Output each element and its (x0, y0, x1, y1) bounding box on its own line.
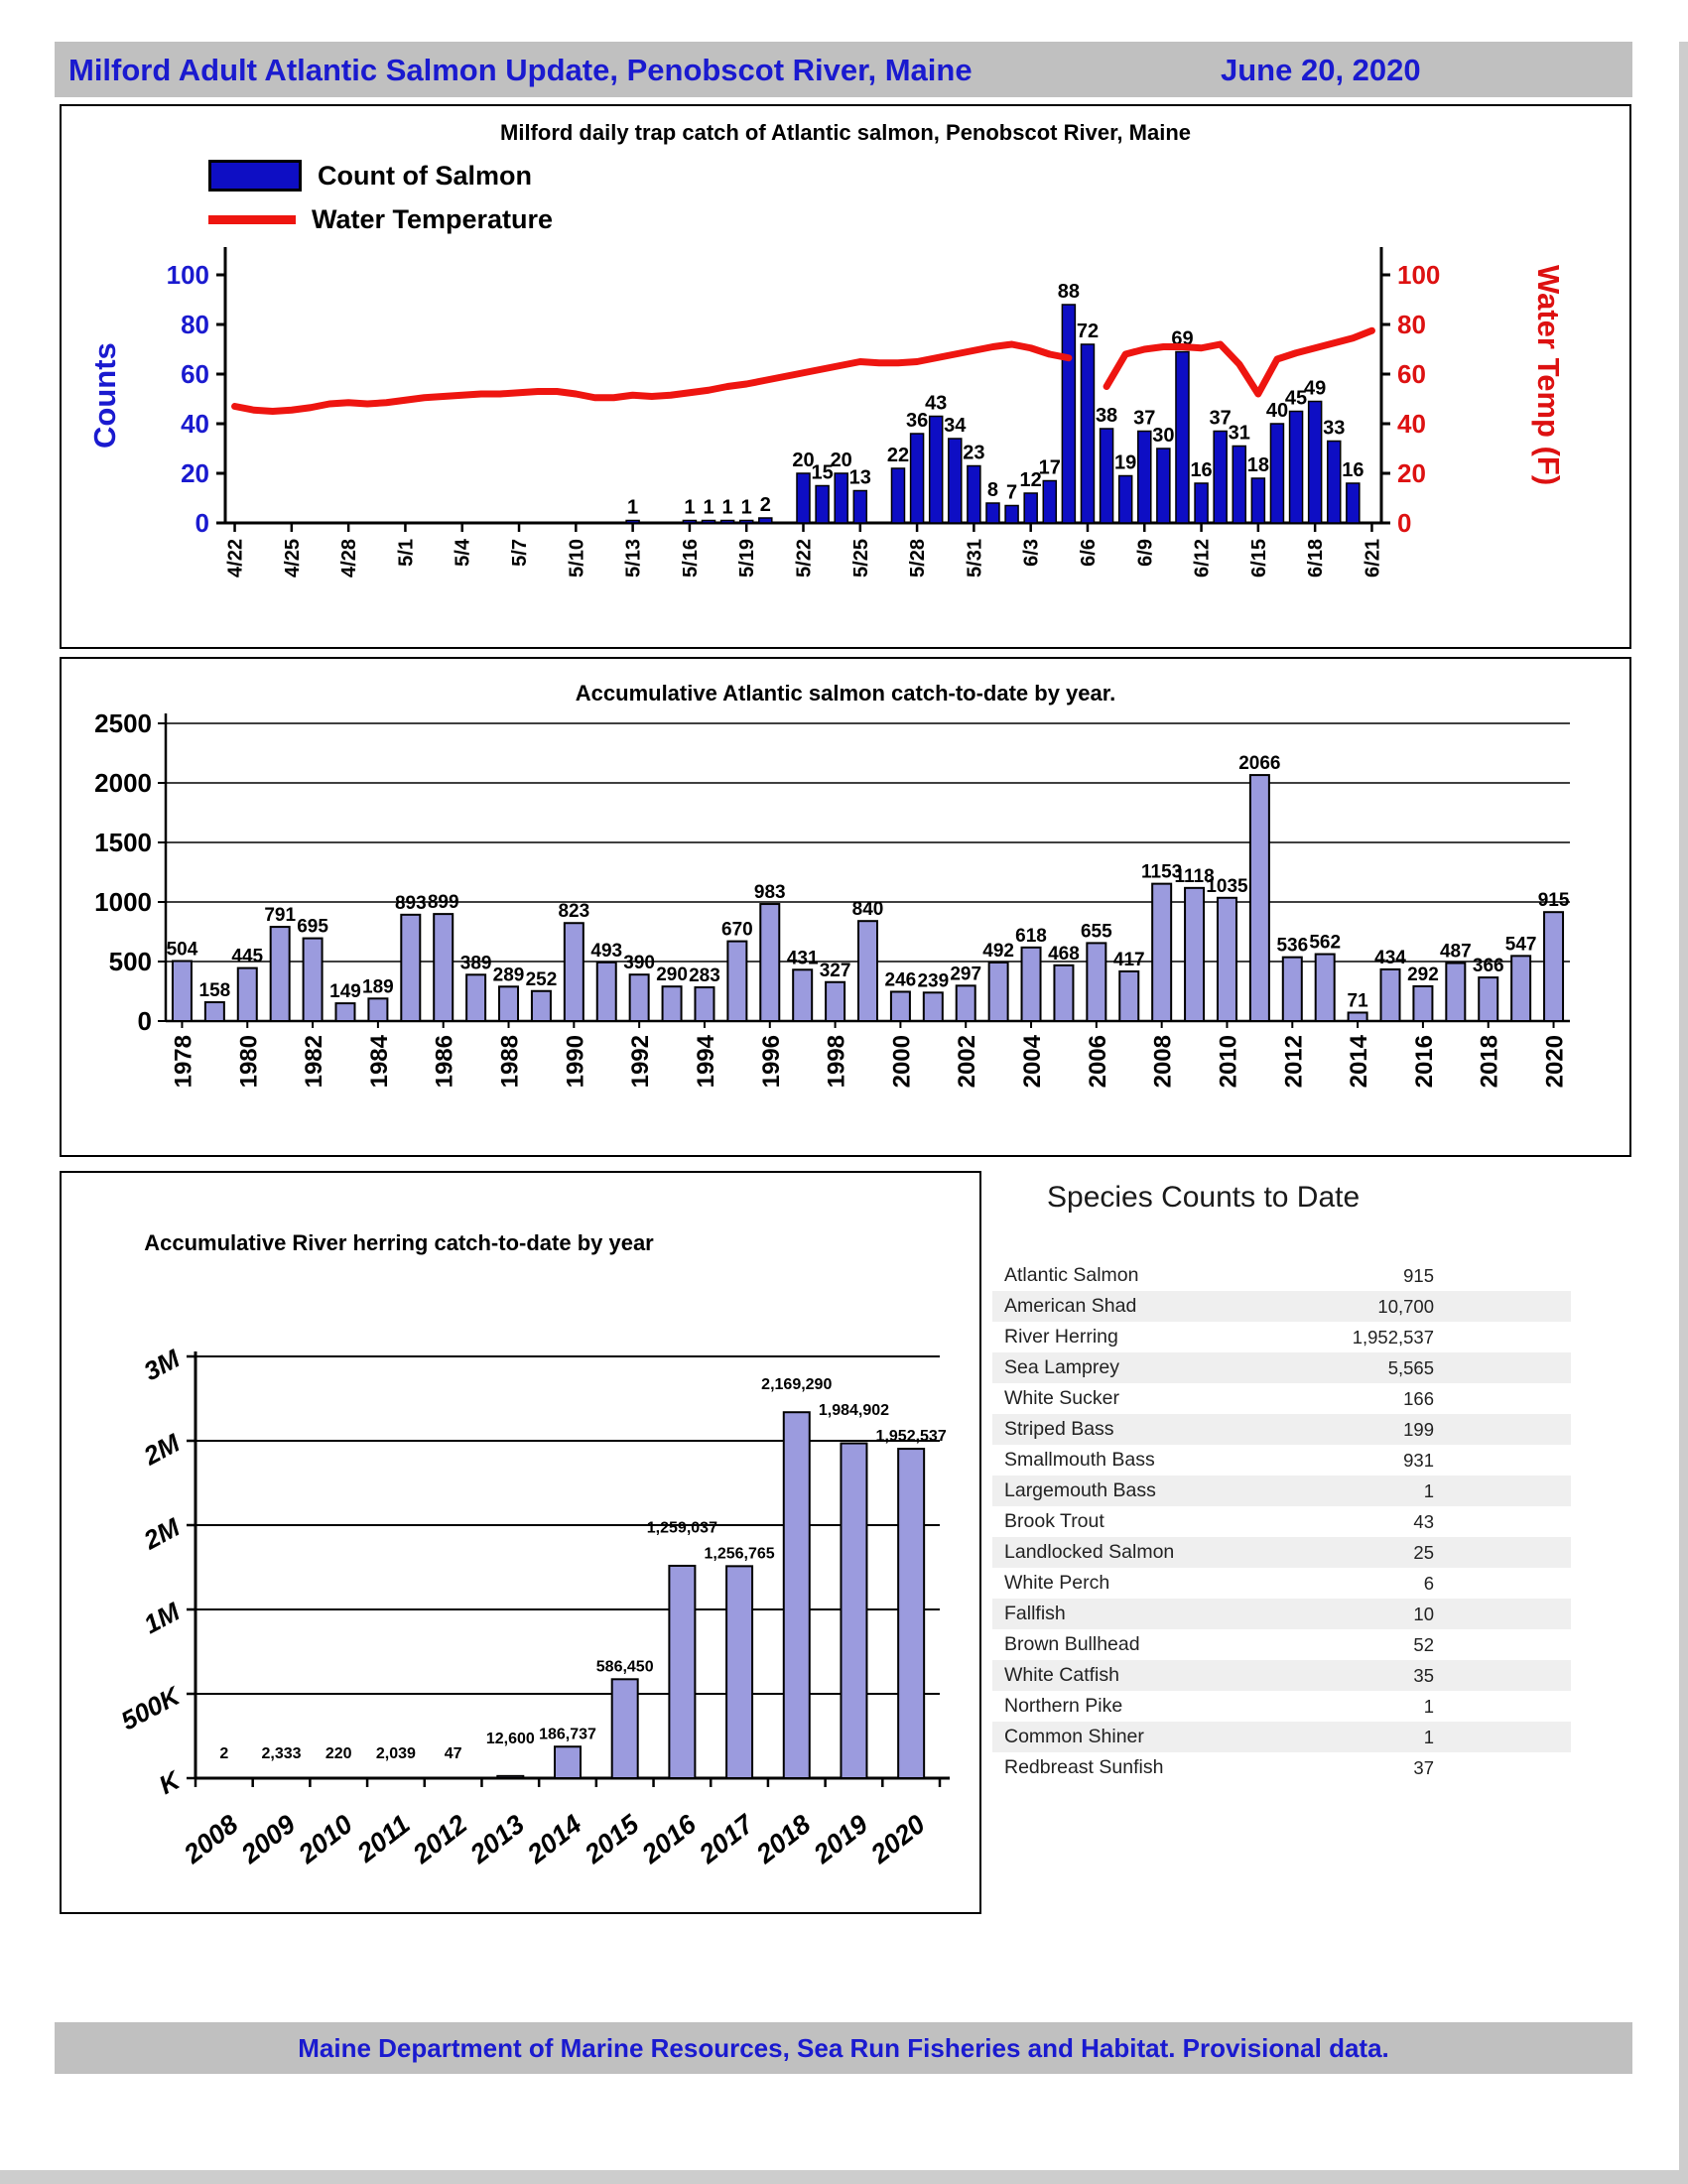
species-count: 43 (1413, 1510, 1434, 1532)
svg-text:504: 504 (166, 939, 198, 961)
svg-text:2004: 2004 (1019, 1035, 1047, 1089)
svg-text:8: 8 (986, 479, 999, 501)
svg-text:2: 2 (219, 1745, 229, 1762)
species-row (992, 1291, 1571, 1322)
svg-text:2000: 2000 (94, 768, 152, 798)
svg-text:100: 100 (166, 260, 209, 290)
svg-text:1980: 1980 (235, 1035, 263, 1089)
svg-text:72: 72 (1076, 321, 1100, 342)
species-name: Sea Lamprey (1004, 1356, 1119, 1378)
svg-text:2M: 2M (138, 1511, 185, 1556)
svg-text:1,256,765: 1,256,765 (704, 1545, 775, 1563)
species-name: White Sucker (1004, 1387, 1119, 1409)
svg-text:19: 19 (1114, 451, 1137, 474)
species-count: 52 (1413, 1633, 1434, 1655)
svg-text:893: 893 (394, 892, 427, 914)
salmon-by-year-title: Accumulative Atlantic salmon catch-to-date by year. (575, 681, 1116, 706)
svg-text:88: 88 (1057, 281, 1081, 303)
species-row (992, 1352, 1571, 1383)
svg-text:K: K (154, 1764, 185, 1801)
svg-text:1992: 1992 (627, 1035, 655, 1089)
svg-text:1,952,537: 1,952,537 (875, 1428, 947, 1446)
svg-text:2,333: 2,333 (261, 1745, 302, 1762)
svg-text:2,039: 2,039 (375, 1745, 416, 1762)
species-count: 1 (1423, 1479, 1434, 1501)
species-count: 25 (1413, 1541, 1434, 1563)
svg-text:899: 899 (427, 892, 459, 914)
svg-text:5/28: 5/28 (907, 539, 930, 578)
svg-text:1996: 1996 (757, 1035, 785, 1089)
svg-text:60: 60 (1397, 359, 1426, 389)
svg-text:500: 500 (108, 947, 152, 976)
svg-text:239: 239 (917, 970, 950, 992)
svg-text:80: 80 (181, 310, 209, 339)
svg-text:2018: 2018 (1476, 1035, 1503, 1089)
species-row (992, 1383, 1571, 1414)
svg-text:34: 34 (944, 415, 967, 437)
svg-text:791: 791 (264, 905, 297, 927)
svg-text:4/25: 4/25 (281, 539, 304, 578)
svg-text:492: 492 (982, 940, 1014, 962)
page-title: Milford Adult Atlantic Salmon Update, Penobscot River, Maine (68, 53, 973, 87)
svg-text:618: 618 (1015, 925, 1047, 947)
svg-text:2006: 2006 (1084, 1035, 1111, 1089)
svg-text:536: 536 (1276, 935, 1309, 957)
svg-text:22: 22 (886, 445, 910, 466)
svg-text:562: 562 (1309, 932, 1342, 954)
svg-text:2012: 2012 (407, 1809, 473, 1869)
species-table-title: Species Counts to Date (1047, 1181, 1361, 1214)
species-row (992, 1722, 1571, 1752)
species-count: 6 (1423, 1572, 1434, 1594)
svg-text:69: 69 (1171, 327, 1194, 350)
svg-text:33: 33 (1323, 417, 1346, 440)
svg-text:5/31: 5/31 (964, 539, 986, 578)
svg-text:417: 417 (1112, 949, 1145, 970)
svg-text:915: 915 (1537, 890, 1570, 912)
salmon-by-year-plot (62, 659, 1625, 1151)
svg-text:30: 30 (1152, 425, 1175, 447)
species-row (992, 1568, 1571, 1599)
svg-text:20: 20 (830, 450, 852, 471)
legend-salmon-label: Count of Salmon (318, 160, 532, 191)
svg-text:246: 246 (884, 969, 917, 991)
svg-text:5/4: 5/4 (452, 539, 474, 567)
svg-text:15: 15 (811, 461, 834, 484)
species-count: 1,952,537 (1352, 1326, 1434, 1348)
svg-text:2002: 2002 (954, 1035, 981, 1089)
svg-text:670: 670 (721, 919, 753, 941)
svg-text:1986: 1986 (431, 1035, 458, 1089)
svg-text:40: 40 (1397, 409, 1426, 439)
species-rows (992, 1260, 1627, 1783)
species-count: 1 (1423, 1695, 1434, 1717)
svg-text:983: 983 (753, 882, 786, 904)
svg-text:6/3: 6/3 (1020, 539, 1043, 567)
svg-text:6/6: 6/6 (1077, 539, 1100, 567)
svg-text:431: 431 (786, 948, 819, 969)
species-row (992, 1506, 1571, 1537)
svg-text:389: 389 (459, 953, 492, 974)
species-name: Fallfish (1004, 1603, 1066, 1624)
svg-text:2008: 2008 (1149, 1035, 1177, 1089)
svg-text:4/22: 4/22 (224, 539, 247, 578)
herring-by-year-plot (62, 1173, 975, 1908)
svg-text:468: 468 (1048, 943, 1080, 964)
herring-by-year-chart (60, 1171, 981, 1914)
svg-text:493: 493 (590, 940, 623, 962)
page-right-strip (1679, 42, 1688, 2170)
svg-text:18: 18 (1246, 454, 1269, 476)
species-name: River Herring (1004, 1326, 1118, 1348)
svg-text:17: 17 (1038, 456, 1061, 479)
svg-text:13: 13 (848, 466, 871, 489)
svg-text:5/22: 5/22 (793, 539, 816, 578)
svg-text:390: 390 (623, 953, 656, 974)
svg-text:2012: 2012 (1280, 1035, 1308, 1089)
svg-text:695: 695 (297, 916, 328, 938)
species-name: Smallmouth Bass (1004, 1449, 1155, 1471)
footer-bar (55, 2022, 1632, 2074)
svg-text:2009: 2009 (235, 1809, 302, 1869)
svg-text:0: 0 (137, 1006, 152, 1036)
svg-text:2M: 2M (138, 1427, 185, 1472)
svg-text:37: 37 (1209, 407, 1232, 430)
svg-text:2010: 2010 (1215, 1035, 1242, 1089)
svg-text:366: 366 (1472, 956, 1504, 977)
svg-text:2011: 2011 (351, 1809, 416, 1868)
svg-text:500K: 500K (115, 1680, 185, 1736)
species-count: 199 (1403, 1418, 1434, 1440)
svg-text:45: 45 (1284, 387, 1308, 410)
svg-text:5/7: 5/7 (509, 539, 532, 567)
svg-text:5/25: 5/25 (849, 539, 872, 578)
svg-text:16: 16 (1190, 459, 1213, 481)
svg-text:1000: 1000 (94, 887, 152, 917)
species-count: 10 (1413, 1603, 1434, 1624)
svg-text:1: 1 (703, 496, 714, 519)
svg-text:12,600: 12,600 (485, 1731, 535, 1747)
svg-text:2015: 2015 (579, 1809, 645, 1869)
svg-text:80: 80 (1397, 310, 1426, 339)
svg-text:547: 547 (1504, 934, 1537, 956)
svg-text:2018: 2018 (750, 1809, 817, 1869)
svg-text:2: 2 (759, 494, 771, 516)
svg-text:31: 31 (1228, 422, 1250, 445)
svg-text:1978: 1978 (170, 1035, 197, 1089)
svg-text:20: 20 (792, 450, 815, 471)
species-row (992, 1752, 1571, 1783)
water-temp-axis-title: Water Temp (F) (1531, 265, 1566, 486)
svg-text:252: 252 (525, 968, 558, 990)
herring-by-year-title: Accumulative River herring catch-to-date by year (144, 1230, 654, 1255)
svg-text:38: 38 (1095, 405, 1118, 427)
svg-text:2014: 2014 (521, 1809, 587, 1869)
counts-axis-title: Counts (87, 342, 122, 449)
svg-text:2013: 2013 (464, 1809, 531, 1869)
svg-text:0: 0 (1397, 508, 1412, 538)
species-row (992, 1414, 1571, 1445)
svg-text:186,737: 186,737 (539, 1726, 596, 1743)
species-row (992, 1445, 1571, 1476)
svg-text:1: 1 (627, 496, 639, 519)
svg-text:71: 71 (1347, 990, 1368, 1012)
species-name: Largemouth Bass (1004, 1479, 1156, 1501)
svg-text:49: 49 (1304, 377, 1327, 400)
species-name: Brown Bullhead (1004, 1633, 1140, 1655)
svg-text:1153: 1153 (1141, 861, 1183, 883)
svg-text:47: 47 (444, 1745, 462, 1762)
svg-text:1,259,037: 1,259,037 (646, 1519, 717, 1537)
salmon-by-year-chart (60, 657, 1631, 1157)
species-row (992, 1691, 1571, 1722)
svg-text:327: 327 (819, 960, 851, 981)
svg-text:20: 20 (1397, 458, 1426, 488)
svg-text:1998: 1998 (823, 1035, 850, 1089)
species-row (992, 1599, 1571, 1629)
species-count: 10,700 (1377, 1295, 1434, 1317)
svg-text:6/18: 6/18 (1305, 539, 1328, 578)
svg-text:434: 434 (1374, 947, 1406, 968)
svg-text:2000: 2000 (888, 1035, 916, 1089)
svg-text:2020: 2020 (1541, 1035, 1569, 1089)
svg-text:16: 16 (1342, 459, 1364, 481)
svg-text:220: 220 (325, 1745, 352, 1762)
svg-text:2010: 2010 (293, 1809, 358, 1869)
species-name: White Catfish (1004, 1664, 1119, 1686)
species-row (992, 1537, 1571, 1568)
svg-text:43: 43 (925, 392, 948, 415)
svg-text:283: 283 (689, 965, 720, 987)
svg-text:297: 297 (950, 964, 982, 985)
species-name: White Perch (1004, 1572, 1110, 1594)
legend-temp-label: Water Temperature (312, 203, 554, 234)
svg-text:5/19: 5/19 (736, 539, 759, 578)
svg-text:5/10: 5/10 (566, 539, 588, 578)
svg-text:2500: 2500 (94, 708, 152, 738)
svg-text:2020: 2020 (865, 1809, 931, 1869)
species-name: Atlantic Salmon (1004, 1264, 1139, 1286)
daily-chart-title: Milford daily trap catch of Atlantic salmon, Penobscot River, Maine (500, 120, 1191, 145)
svg-text:655: 655 (1080, 921, 1112, 943)
species-count: 1 (1423, 1726, 1434, 1747)
svg-text:0: 0 (195, 508, 209, 538)
svg-text:6/21: 6/21 (1362, 539, 1384, 578)
report-date: June 20, 2020 (1221, 53, 1421, 87)
svg-text:6/9: 6/9 (1134, 539, 1157, 567)
svg-text:1,984,902: 1,984,902 (818, 1402, 890, 1420)
svg-text:189: 189 (362, 976, 394, 998)
species-name: Redbreast Sunfish (1004, 1756, 1164, 1778)
svg-text:1982: 1982 (301, 1035, 328, 1089)
svg-text:1990: 1990 (562, 1035, 589, 1089)
svg-text:6/12: 6/12 (1191, 539, 1214, 578)
svg-text:5/1: 5/1 (395, 539, 418, 567)
header-bar (55, 42, 1632, 97)
species-count: 35 (1413, 1664, 1434, 1686)
svg-text:1984: 1984 (365, 1035, 393, 1089)
svg-text:40: 40 (1265, 400, 1289, 422)
svg-text:290: 290 (656, 964, 688, 986)
species-row (992, 1476, 1571, 1506)
svg-text:2014: 2014 (1346, 1035, 1373, 1089)
svg-text:20: 20 (181, 458, 209, 488)
svg-text:7: 7 (1006, 481, 1018, 504)
species-count: 931 (1403, 1449, 1434, 1471)
species-name: Northern Pike (1004, 1695, 1123, 1717)
species-name: Landlocked Salmon (1004, 1541, 1175, 1563)
species-count: 166 (1403, 1387, 1434, 1409)
svg-text:60: 60 (181, 359, 209, 389)
species-row (992, 1660, 1571, 1691)
species-name: Brook Trout (1004, 1510, 1104, 1532)
species-name: Striped Bass (1004, 1418, 1114, 1440)
svg-text:36: 36 (905, 410, 929, 432)
svg-text:158: 158 (198, 980, 231, 1002)
svg-text:4/28: 4/28 (338, 539, 361, 578)
svg-text:3M: 3M (138, 1343, 185, 1387)
svg-text:2019: 2019 (808, 1809, 874, 1869)
species-row (992, 1322, 1571, 1352)
svg-text:1: 1 (740, 496, 752, 519)
svg-text:1: 1 (721, 496, 733, 519)
svg-text:586,450: 586,450 (595, 1658, 654, 1676)
svg-text:5/13: 5/13 (622, 539, 645, 578)
svg-text:5/16: 5/16 (679, 539, 702, 578)
species-count: 37 (1413, 1756, 1434, 1778)
svg-text:1118: 1118 (1174, 865, 1215, 887)
daily-trap-catch-chart (60, 104, 1631, 649)
species-count: 915 (1403, 1264, 1434, 1286)
svg-text:1035: 1035 (1206, 875, 1248, 897)
svg-text:1M: 1M (138, 1596, 185, 1640)
species-count: 5,565 (1387, 1356, 1434, 1378)
svg-text:2017: 2017 (693, 1809, 759, 1869)
species-name: Common Shiner (1004, 1726, 1144, 1747)
svg-text:40: 40 (181, 409, 209, 439)
svg-text:2008: 2008 (178, 1809, 244, 1869)
svg-text:1500: 1500 (94, 828, 152, 857)
svg-text:2066: 2066 (1238, 753, 1281, 775)
species-row (992, 1260, 1571, 1291)
svg-text:823: 823 (558, 901, 590, 923)
svg-text:1988: 1988 (496, 1035, 524, 1089)
page-bottom-strip (0, 2170, 1688, 2184)
svg-text:37: 37 (1133, 407, 1156, 430)
svg-text:23: 23 (963, 442, 985, 464)
svg-text:1: 1 (684, 496, 696, 519)
svg-text:2016: 2016 (636, 1809, 703, 1869)
footer-text: Maine Department of Marine Resources, Sea Run Fisheries and Habitat. Provisional data. (298, 2033, 1389, 2063)
svg-text:289: 289 (492, 964, 525, 986)
svg-text:292: 292 (1407, 964, 1439, 985)
svg-text:2016: 2016 (1410, 1035, 1438, 1089)
species-name: American Shad (1004, 1295, 1137, 1317)
svg-text:6/15: 6/15 (1247, 539, 1270, 578)
svg-text:1994: 1994 (692, 1035, 719, 1089)
species-row (992, 1629, 1571, 1660)
svg-text:840: 840 (851, 899, 884, 921)
svg-text:12: 12 (1019, 469, 1042, 491)
svg-text:2,169,290: 2,169,290 (761, 1376, 833, 1394)
svg-text:100: 100 (1397, 260, 1441, 290)
svg-text:445: 445 (231, 946, 264, 967)
species-counts-panel (992, 1181, 1627, 1783)
daily-chart-plot (62, 106, 1625, 643)
svg-text:487: 487 (1439, 941, 1472, 963)
svg-text:149: 149 (329, 981, 361, 1003)
